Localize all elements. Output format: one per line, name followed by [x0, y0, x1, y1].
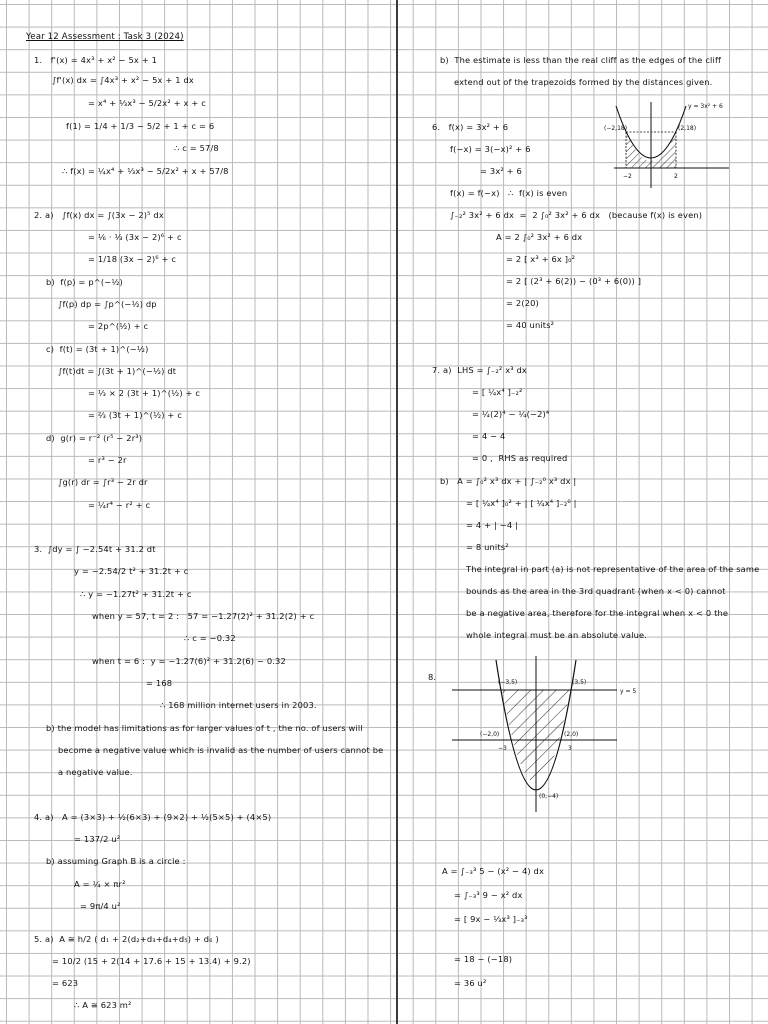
q2-line: 2. a) ∫f(x) dx = ∫(3x − 2)⁵ dx — [34, 210, 164, 220]
q6-line: = 2 [ x³ + 6x ]₀² — [506, 254, 576, 264]
line-label: y = 5 — [620, 688, 637, 695]
q3-line: ∴ y = −1.27t² + 31.2t + c — [80, 589, 192, 599]
q6-line: = 40 units² — [506, 320, 555, 330]
q2-line: = ⅔ (3t + 1)^(½) + c — [88, 410, 183, 420]
q7-line: = ¼(2)⁴ − ¼(−2)⁴ — [472, 409, 550, 419]
q3-line: = 168 — [146, 678, 173, 688]
q1-line: ∫f'(x) dx = ∫4x³ + x² − 5x + 1 dx — [52, 75, 194, 85]
q2-line: = 1/18 (3x − 2)⁶ + c — [88, 254, 177, 264]
shaded-area — [502, 690, 570, 783]
q5-line: = 10/2 (15 + 2(14 + 17.6 + 15 + 13.4) + 9.2) — [52, 956, 251, 966]
q2-line: = ¼r⁴ − r² + c — [88, 500, 151, 510]
q3-line: become a negative value which is invalid as the number of users cannot be — [58, 745, 384, 755]
q6-line: = 2 [ (2³ + 6(2)) − (0³ + 6(0)) ] — [506, 276, 642, 286]
q8-line: 8. — [428, 672, 437, 682]
q3-line: y = −2.54/2 t² + 31.2t + c — [74, 566, 189, 576]
vertex-label: (0,−4) — [539, 793, 559, 800]
tick-label: −3 — [498, 745, 507, 752]
q7-line: = [ ¼x⁴ ]₋₂² — [472, 387, 523, 397]
q2-line: d) g(r) = r⁻² (r⁵ − 2r³) — [46, 433, 143, 443]
q1-line: f(1) = 1/4 + 1/3 − 5/2 + 1 + c = 6 — [66, 121, 215, 131]
q3-line: when y = 57, t = 2 : 57 = −1.27(2)² + 31.2(2) + c — [92, 611, 315, 621]
q6-line: A = 2 ∫₀² 3x² + 6 dx — [496, 232, 583, 242]
q8-line: = 18 − (−18) — [454, 954, 513, 964]
q8-parabola-graph — [452, 654, 652, 814]
q7-line: 7. a) LHS = ∫₋₂² x³ dx — [432, 365, 527, 375]
q7-line: = 0 , RHS as required — [472, 453, 568, 463]
q2-line: ∫f(t)dt = ∫(3t + 1)^(−½) dt — [58, 366, 177, 376]
q8-line: = 36 u² — [454, 978, 487, 988]
point-label: (−3,5) — [498, 679, 518, 686]
q4-line: A = ¼ × πr² — [74, 879, 126, 889]
q6-line: = 2(20) — [506, 298, 539, 308]
q7-line: = 4 + | −4 | — [466, 520, 518, 530]
q7-line: The integral in part (a) is not representative of the area of the same — [466, 564, 760, 574]
q4-line: = 9π/4 u² — [80, 901, 121, 911]
q2-line: c) f(t) = (3t + 1)^(−½) — [46, 344, 149, 354]
page-title: Year 12 Assessment : Task 3 (2024) — [26, 32, 184, 42]
q3-line: ∴ c = −0.32 — [184, 633, 236, 643]
q8-line: = [ 9x − ⅓x³ ]₋₃³ — [454, 914, 528, 924]
q4-line: b) assuming Graph B is a circle : — [46, 856, 186, 866]
q1-line: ∴ f(x) = ¼x⁴ + ⅓x³ − 5/2x² + x + 57/8 — [62, 166, 229, 176]
q6-parabola-graph — [604, 100, 734, 190]
q1-line: ∴ c = 57/8 — [174, 143, 219, 153]
q6-line: f(x) = f(−x) ∴ f(x) is even — [450, 188, 568, 198]
q2-line: = ⅓ × 2 (3t + 1)^(½) + c — [88, 388, 201, 398]
q2-line: ∫f(p) dp = ∫p^(−½) dp — [58, 299, 157, 309]
q7-line: = 4 − 4 — [472, 431, 506, 441]
tick-label: −2 — [623, 173, 632, 180]
q3-line: b) the model has limitations as for larger values of t , the no. of users will — [46, 723, 363, 733]
point-label: (3,5) — [572, 679, 587, 686]
tick-label: 2 — [674, 173, 678, 180]
q1-line: = x⁴ + ⅓x³ − 5/2x² + x + c — [88, 98, 206, 108]
q2-line: = r³ − 2r — [88, 455, 127, 465]
q7-line: be a negative area, therefore for the integral when x < 0 the — [466, 608, 729, 618]
q6-line: = 3x² + 6 — [480, 166, 522, 176]
q3-line: a negative value. — [58, 767, 133, 777]
q6-line: 6. f(x) = 3x² + 6 — [432, 122, 509, 132]
q6-line: ∫₋₂² 3x² + 6 dx = 2 ∫₀² 3x² + 6 dx (because f(x) is even) — [450, 210, 703, 220]
q3-line: 3. ∫dy = ∫ −2.54t + 31.2 dt — [34, 544, 156, 554]
q6-line: f(−x) = 3(−x)² + 6 — [450, 144, 531, 154]
q2-line: b) f(p) = p^(−½) — [46, 277, 123, 287]
point-label: (−2,18) — [604, 125, 628, 132]
q2-line: = ⅙ · ⅓ (3x − 2)⁶ + c — [88, 232, 182, 242]
point-label: (2,18) — [678, 125, 697, 132]
q4-line: = 137/2 u² — [74, 834, 121, 844]
q8-line: = ∫₋₃³ 9 − x² dx — [454, 890, 523, 900]
tick-label: 3 — [568, 745, 572, 752]
q5-line: ∴ A ≅ 623 m² — [74, 1000, 132, 1010]
q2-line: = 2p^(½) + c — [88, 321, 149, 331]
q1-line: 1. f'(x) = 4x³ + x² − 5x + 1 — [34, 55, 158, 65]
q7-line: b) A = ∫₀² x³ dx + | ∫₋₂⁰ x³ dx | — [440, 476, 577, 486]
q7-line: bounds as the area in the 3rd quadrant (when x < 0) cannot — [466, 586, 726, 596]
q4-line: 4. a) A = (3×3) + ½(6×3) + (9×2) + ½(5×5) + (4×5) — [34, 812, 272, 822]
root-label: (2,0) — [564, 731, 579, 738]
q3-line: ∴ 168 million internet users in 2003. — [160, 700, 317, 710]
q3-line: when t = 6 : y = −1.27(6)² + 31.2(6) − 0.32 — [92, 656, 286, 666]
root-label: (−2,0) — [480, 731, 500, 738]
q5b-line: extend out of the trapezoids formed by the distances given. — [454, 77, 713, 87]
curve-label: y = 3x² + 6 — [688, 103, 723, 110]
q5-line: = 623 — [52, 978, 79, 988]
q7-line: = [ ¼x⁴ ]₀² + | [ ¼x⁴ ]₋₂⁰ | — [466, 498, 577, 508]
q5-line: 5. a) A ≅ h/2 ( d₁ + 2(d₂+d₃+d₄+d₅) + d₆ ) — [34, 934, 219, 944]
q5b-line: b) The estimate is less than the real cliff as the edges of the cliff — [440, 55, 722, 65]
q8-line: A = ∫₋₃³ 5 − (x² − 4) dx — [442, 866, 545, 876]
q7-line: whole integral must be an absolute value. — [466, 630, 648, 640]
q7-line: = 8 units² — [466, 542, 509, 552]
q2-line: ∫g(r) dr = ∫r³ − 2r dr — [58, 477, 148, 487]
